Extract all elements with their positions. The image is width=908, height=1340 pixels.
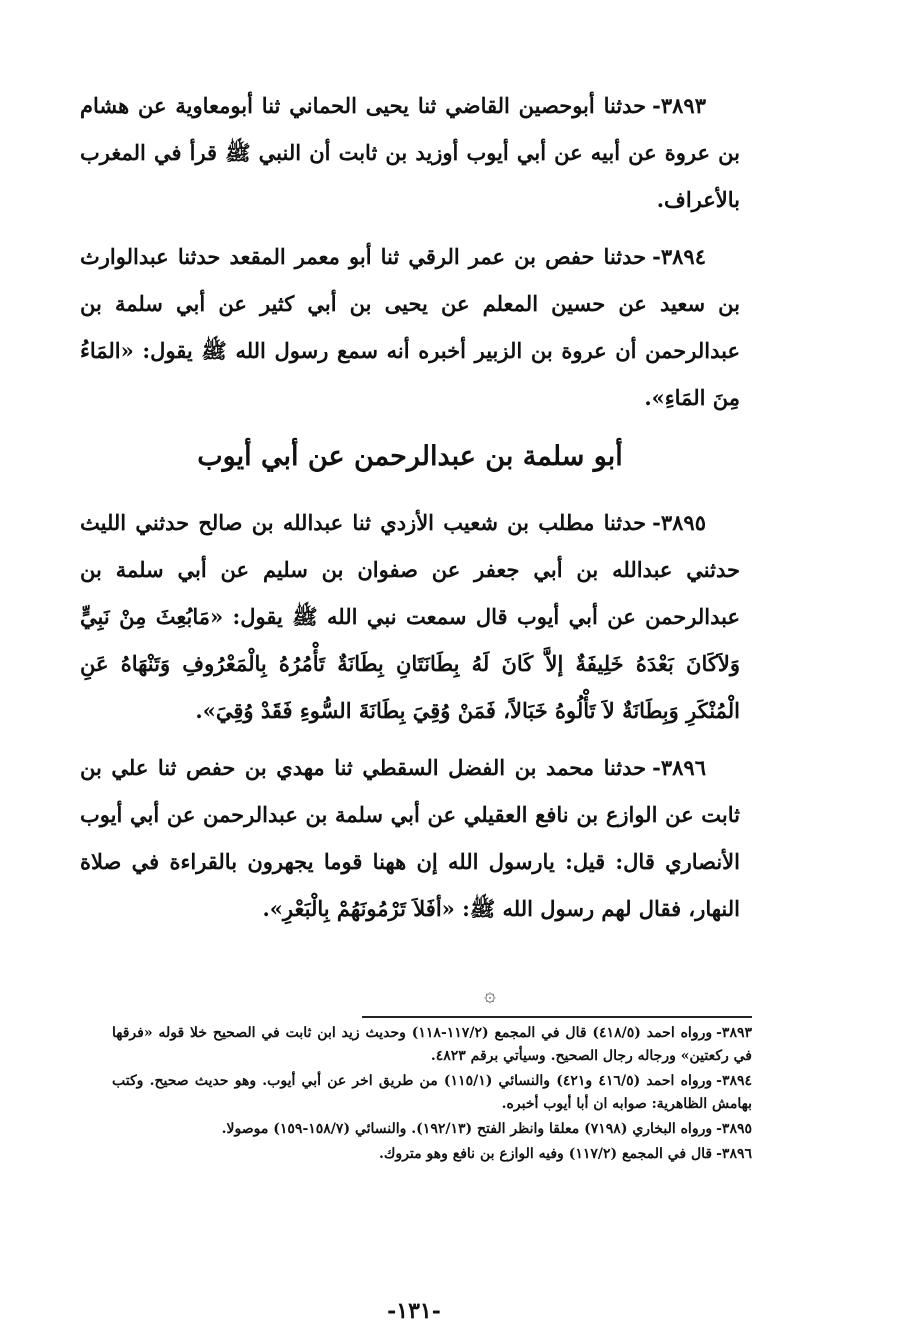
hadith-text: حدثنا أبوحصين القاضي ثنا يحيى الحماني ثنا أبومعاوية عن هشام بن عروة عن أبيه عن أبي أيوب أوزيد بن ثابت أن النبي ﷺ قرأ في المغرب بالأعراف.	[80, 93, 740, 212]
hadith-text: حدثنا حفص بن عمر الرقي ثنا أبو معمر المقعد حدثنا عبدالوارث بن سعيد عن حسين المعلم عن يحيى بن أبي كثير عن أبي سلمة بن عبدالرحمن أن عروة بن الزبير أخبره أنه سمع رسول الله ﷺ يقول: «المَاءُ مِنَ المَاءِ».	[80, 244, 740, 410]
footnote-text: ورواه احمد (٤١٨/٥) قال في المجمع (١١٧/٢-١١٨) وحديث زيد ابن ثابت في الصحيح خلا قوله «فرقها في ركعتين» ورجاله رجال الصحيح. وسيأتي برقم ٤٨٢٣.	[112, 1025, 752, 1064]
footnotes	[112, 1022, 752, 1168]
hadith-number: ٣٨٩٦-	[652, 755, 706, 780]
hadith-3895	[80, 499, 740, 734]
footnote-number: ٣٨٩٤-	[716, 1073, 753, 1089]
footnote-number: ٣٨٩٦-	[716, 1146, 752, 1162]
hadith-number: ٣٨٩٣-	[652, 93, 706, 118]
hadith-number: ٣٨٩٤-	[652, 244, 706, 269]
page-number: -١٣١-	[387, 1298, 441, 1324]
footnote-text: قال في المجمع (١١٧/٢) وفيه الوازع بن نافع وهو متروك.	[379, 1146, 713, 1162]
hadith-text: حدثنا مطلب بن شعيب الأزدي ثنا عبدالله بن صالح حدثني الليث حدثني عبدالله بن أبي جعفر عن صفوان بن سليم عن أبي سلمة بن عبدالرحمن عن أبي أيوب قال سمعت نبي الله ﷺ يقول: «مَابُعِثَ مِنْ نَبِيٍّ وَلاَكَانَ بَعْدَهُ خَلِيفَةٌ إلاَّ كَانَ لَهُ بِطَانَتَانِ بِطَانَةٌ تَأْمُرُهُ بِالْمَعْرُوفِ وَتَنْهَاهُ عَنِ الْمُنْكَرِ وَبِطَانَةٌ لاَ تَأْلُوهُ خَبَالاً، فَمَنْ وُقِيَ بِطَانَةَ السُّوءِ فَقَدْ وُقِيَ».	[80, 510, 740, 723]
footnote-3896	[112, 1143, 752, 1166]
footnote-number: ٣٨٩٣-	[716, 1025, 752, 1041]
section-heading: أبو سلمة بن عبدالرحمن عن أبي أيوب	[197, 441, 623, 472]
footnote-text: ورواه البخاري (٧١٩٨) معلقا وانظر الفتح (١٩٢/١٣). والنسائي (١٥٨/٧-١٥٩) موصولا.	[221, 1121, 713, 1137]
hadith-3893	[80, 82, 740, 223]
main-text	[80, 82, 740, 942]
hadith-3894	[80, 233, 740, 421]
footnote-3894	[112, 1070, 752, 1116]
hadith-3896	[80, 744, 740, 932]
footnote-number: ٣٨٩٥-	[716, 1121, 752, 1137]
hadith-text: حدثنا محمد بن الفضل السقطي ثنا مهدي بن حفص ثنا علي بن ثابت عن الوازع بن نافع العقيلي عن أبي سلمة بن عبدالرحمن عن أبي أيوب الأنصاري قال: قيل: يارسول الله إن ههنا قوما يجهرون بالقراءة في صلاة النهار، فقال لهم رسول الله ﷺ: «أفَلاَ تَرْمُونَهُمْ بِالْبَعْرِ».	[80, 755, 740, 921]
ornament-icon: ۞	[484, 982, 496, 1006]
hadith-number: ٣٨٩٥-	[652, 510, 706, 535]
footnote-text: ورواه احمد (٤١٦/٥ و٤٢١) والنسائي (١١٥/١) من طريق اخر عن أبي أيوب. وهو حديث صحيح. وكتب بهامش الظاهرية: صوابه ان أبا أيوب أخبره.	[112, 1073, 752, 1112]
footnote-divider	[362, 1016, 752, 1018]
footnote-3895	[112, 1118, 752, 1141]
footnote-3893	[112, 1022, 752, 1068]
